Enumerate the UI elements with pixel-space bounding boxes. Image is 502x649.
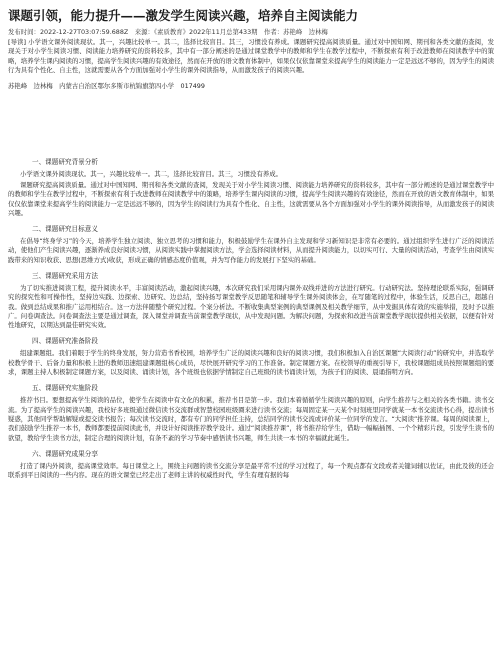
section-heading-2: 二、课题研究目标意义: [32, 225, 98, 234]
section-6-paragraph-1: 打造了课内外阅读，提高课堂效率。每日课堂之上，围绕主问题的读书交流分享是最平常不过的学习过程了，每一个观点都有文段或者关键词辅以佐证，由此及彼的还会联系到平日阅读的一些内容。现在的语文课堂已经走出了老师主讲的权威性时代，学生有理有据的每: [8, 461, 494, 480]
article-title: 课题引领，能力提升——激发学生阅读兴趣，培养自主阅读能力: [8, 8, 359, 23]
section-2-paragraph-1: 在倡导“终身学习”的今天，培养学生独立阅读、独立思考的习惯和能力，积极鼓励学生在课外自主发现和学习新知识是非常有必要的。通过组织学生进行广泛的阅读活动，使他们产生阅读兴趣，逐渐养成良好阅读习惯，从阅读实践中掌握阅读方法，学会选择阅读材料，从而提升阅读能力，以切实可行、大量的阅读活动，考查学生由阅读实践带来的知识收获、思想(思维方式)收获，形成正确的情感态度价值观，并为写作能力的发展打下坚实的基础。: [8, 237, 494, 264]
section-1-paragraph-2: 课题研究提高阅读质量。通过对中国知网、期刊和各类文献的查阅，发现关于对小学生阅读习惯、阅读能力培养研究的资料较多，其中有一部分阐述的是通过课堂教学中的教师和学生在教学过程中，不断探索有利于改进教师在阅读教学中的策略，培养学生课内阅读的习惯，提高学生阅读兴趣的有效途径，然而在开放的语文教育体制中，如果仅仅依靠课堂来提高学生的阅读能力一定是远远不够的，因为学生的阅读行为具有个性化、自主性，这就需要从各个方面加强对小学生的课外阅读指导，从而激发孩子的阅读兴趣。: [8, 180, 494, 217]
section-4-paragraph-1: 组建课题组。我们着眼于学生的终身发展，努力营造书香校园，培养学生广泛的阅读兴趣和良好的阅读习惯，我们积极加入自治区课题“大阅读行动”的研究中，并选取学校教学骨干、后备力量和积极上进的教师迅速组建课题组核心成员，尽快展开研究学习的工作准备。制定课题方案。在校领导的重视引导下，我校课题组成员按照课题组的要求，课题主持人积极制定课题方案，以及阅读、诵读计划，各个班级也依据学情制定自己班级的读书诵读计划，为孩子们的阅读、晨诵指明方向。: [8, 349, 494, 377]
section-1-paragraph-1: 小学语文课外阅读现状。其一，兴趣比较单一。其二，选择比较盲目。其三，习惯没有养成。: [20, 169, 283, 178]
section-3-paragraph-1: 为了切实推进阅读工程，提升阅读水平，丰富阅读活动，激起阅读兴趣，本次研究我们采用课内课外双线并进的方法进行研究。行动研究法。坚持理论联系实际，强调研究的探究性和可操作性，坚持边实践、边探索、边研究、边总结，坚持扬写课堂教学反思随笔和辅导学生课外阅读体会，在写随笔的过程中，体验生活，反思自己，超越自我。做到总结成果和推广运用相结合。这一方法伴随整个研究过程。个案分析法。不断收集典型案例的典型课例及相关教学细节，从中发掘具体有效的实施举措，及时予以推广。问卷调查法。问卷调查法主要是通过调查，深入课堂并调查当前课堂教学现状，从中发现问题。为解决问题，为探索和改进当前课堂教学现状提供相关依据，以便有针对性地研究，以期达到最佳研究实效。: [8, 284, 494, 330]
section-heading-6: 六、课题研究成果分享: [32, 449, 98, 458]
spacer: [8, 91, 494, 151]
abstract: [导读] 小学语文课外阅读现状。其一，兴趣比较单一。其二，选择比较盲目。其三，习惯没有养成。课题研究提高阅读质量。通过对中国知网、期刊和各类文献的查阅，发现关于对小学生阅读习惯、阅读能力培养研究的资料较多，其中有一部分阐述的是通过课堂教学中的教师和学生在教学过程中，不断探索有利于改进教师在阅读教学中的策略，培养学生课内阅读的习惯，提高学生阅读兴趣的有效途径，然而在开放的语文教育体制中，如果仅仅依靠课堂来提高学生的阅读能力一定是远远不够的，因为学生的阅读行为具有个性化、自主性，这就需要从各个方面加强对小学生的课外阅读指导，从而激发孩子的阅读兴趣。: [8, 38, 494, 75]
section-heading-4: 四、课题研究准备阶段: [32, 337, 98, 346]
section-heading-3: 三、课题研究采用方法: [32, 272, 98, 280]
section-heading-1: 一、课题研究背景分析: [32, 157, 98, 166]
section-5-paragraph-1: 推荐书目。要想提高学生阅读的品位，使学生在阅读中有文化的积累，推荐书目是第一步。我们本着循循学生阅读兴趣的原则，向学生推荐与之相关的各类书籍。读书交流。为了提高学生的阅读兴趣，我校好多班级通过微信读书交流群或智慧校园班级圈来进行读书交流；每周固定某一天某个时刻班里同学就某一本书交流读书心得，提出读书疑惑，其他同学帮助解疑或提交读书报告；每次读书交流时，都有专门的同学担任主持，总结同学的读书交流或评价某一位同学的发言。“大阅读”推荐课。每周的阅读课上，我们鼓励学生推荐一本书，教师都要提前阅读此书，并设计好阅读推荐教学设计。通过“阅读推荐课”，将书推荐给学生，借助一幅幅插图、一个个精彩片段，引发学生读书的欲望，教给学生读书方法，制定合理的阅读计划，有条不紊的学习节奏中感悟读书兴趣，师生共读一本书的幸福就此诞生。: [8, 396, 494, 442]
publish-meta: 发布时间：2022-12-27T03:07:59.688Z 来源：《素质教育》2022年11月总第433期 作者：苏艳峰 边林梅: [8, 28, 328, 36]
section-heading-5: 五、课题研究实施阶段: [32, 384, 98, 393]
author-line: 苏艳峰 边林梅 内蒙古自治区鄂尔多斯市杭锦旗第四小学 017499: [8, 81, 205, 90]
